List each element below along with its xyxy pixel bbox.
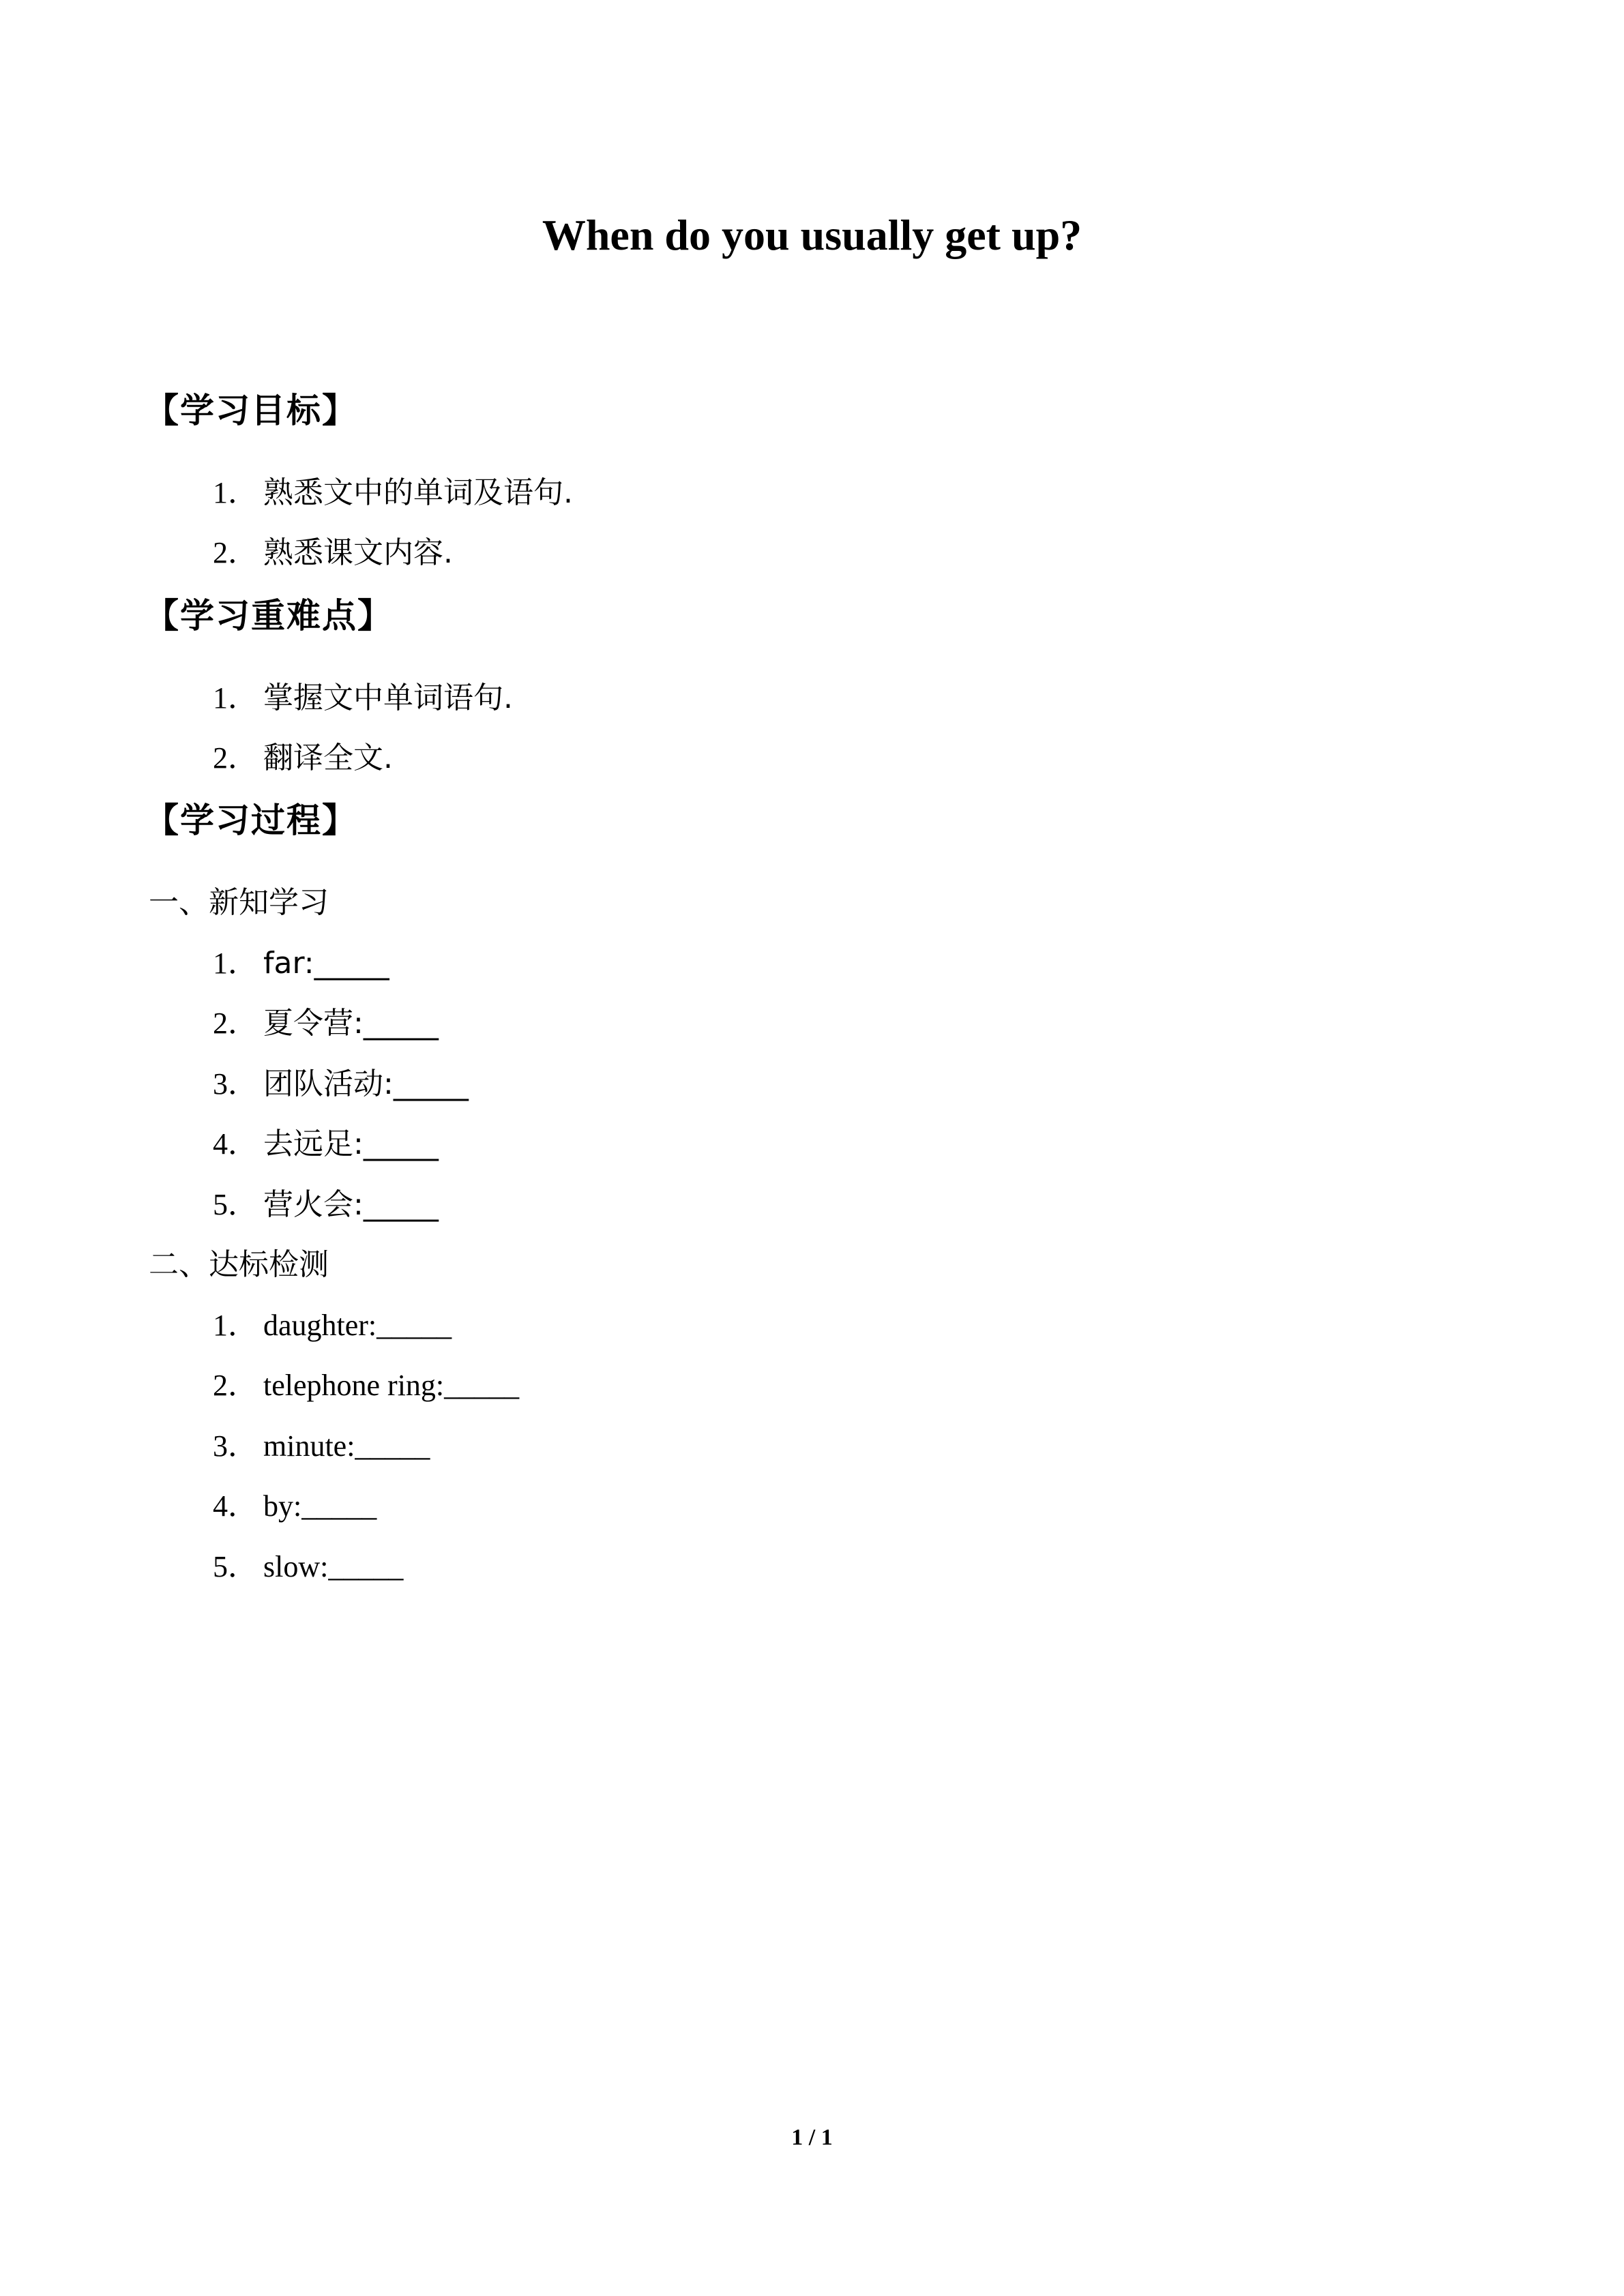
item-number: 1．	[213, 476, 258, 509]
key-point-item	[213, 738, 393, 779]
assessment-item	[213, 1305, 452, 1346]
item-text: slow:_____	[263, 1550, 404, 1583]
document-title: When do you usually get up?	[542, 211, 1082, 259]
vocab-item	[213, 1003, 439, 1044]
section-heading-process: 【学习过程】	[145, 801, 357, 840]
item-text: 掌握文中单词语句.	[263, 681, 513, 715]
goal-item	[213, 533, 453, 573]
item-number: 4．	[213, 1127, 258, 1161]
item-text: 熟悉文中的单词及语句.	[263, 475, 573, 510]
vocab-item	[213, 1184, 439, 1225]
sub-heading-assessment: 二、达标检测	[149, 1247, 329, 1282]
assessment-item	[213, 1426, 430, 1467]
assessment-item	[213, 1547, 403, 1587]
vocab-item	[213, 1124, 439, 1165]
item-text: 营火会:_____	[263, 1187, 439, 1222]
item-text: 翻译全文.	[263, 741, 393, 775]
item-number: 2．	[213, 1369, 258, 1402]
key-point-item	[213, 678, 513, 719]
item-text: 团队活动:_____	[263, 1067, 469, 1101]
item-number: 5．	[213, 1188, 258, 1221]
item-number: 1．	[213, 1309, 258, 1342]
item-number: 2．	[213, 741, 258, 775]
item-text: by:_____	[263, 1489, 377, 1523]
item-text: 夏令营:_____	[263, 1006, 439, 1041]
item-text: 去远足:_____	[263, 1127, 439, 1161]
item-number: 3．	[213, 1429, 258, 1463]
item-number: 4．	[213, 1489, 258, 1523]
item-number: 2．	[213, 1007, 258, 1040]
item-text: daughter:_____	[263, 1309, 452, 1342]
assessment-item	[213, 1365, 519, 1406]
assessment-item	[213, 1486, 377, 1527]
item-number: 3．	[213, 1067, 258, 1101]
vocab-item	[213, 943, 389, 984]
section-heading-goals: 【学习目标】	[145, 391, 357, 430]
goal-item	[213, 473, 573, 513]
sub-heading-new-knowledge: 一、新知学习	[149, 885, 329, 920]
section-heading-key-points: 【学习重难点】	[145, 596, 393, 636]
item-number: 1．	[213, 946, 258, 980]
item-text: telephone ring:_____	[263, 1369, 520, 1402]
vocab-item	[213, 1064, 469, 1105]
item-text: 熟悉课文内容.	[263, 535, 453, 570]
item-text: far:_____	[263, 946, 389, 981]
item-number: 2．	[213, 536, 258, 569]
item-text: minute:_____	[263, 1429, 430, 1463]
item-number: 1．	[213, 681, 258, 715]
item-number: 5．	[213, 1550, 258, 1583]
page-number: 1 / 1	[791, 2125, 833, 2150]
